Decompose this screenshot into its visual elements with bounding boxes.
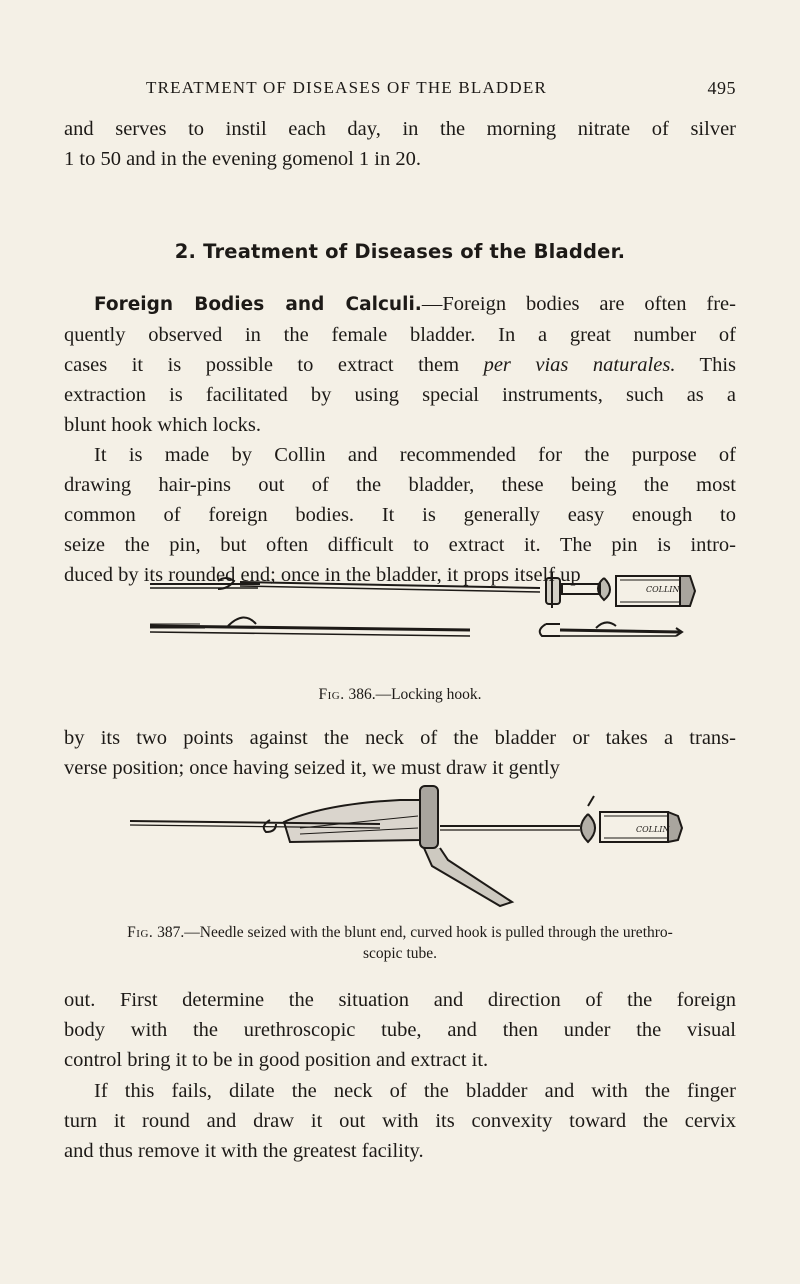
text-line: out. First determine the situation and direction of the foreign [64, 989, 736, 1011]
caption-line: scopic tube. [362, 945, 438, 962]
text-line: turn it round and draw it out with its convexity toward the cervix [64, 1110, 736, 1132]
text-line: body with the urethroscopic tube, and then under the visual [64, 1019, 736, 1041]
text-span: cases it is possible to extract them [64, 354, 484, 376]
paragraph-urethroscopic [64, 985, 736, 1075]
caption-text: 387.—Needle seized with the blunt end, curved hook is pulled through the urethro- [157, 924, 673, 941]
figure-label: Fig. [127, 924, 154, 941]
text-line: blunt hook which locks. [64, 414, 262, 436]
text-line: duced by its rounded end; once in the bladder, it props itself up [64, 564, 581, 586]
text-line: and thus remove it with the greatest facility. [64, 1140, 424, 1162]
text-line: seize the pin, but often difficult to extract it. The pin is intro- [64, 534, 736, 556]
text-line: quently observed in the female bladder. In a great number of [64, 324, 736, 346]
text-line: and serves to instil each day, in the morning nitrate of silver [64, 118, 736, 140]
engraving-maker-label: COLLIN [646, 585, 680, 594]
text-line: drawing hair-pins out of the bladder, these being the most [64, 474, 736, 496]
engraving-maker-label: COLLIN [636, 825, 670, 834]
figure-label: Fig. [318, 686, 345, 703]
paragraph-dilate-neck [64, 1076, 736, 1166]
text-line: extraction is facilitated by using special instruments, such as a [64, 384, 736, 406]
text-span: —Foreign bodies are often fre- [421, 293, 736, 315]
text-span: This [675, 354, 737, 376]
text-line: verse position; once having seized it, we must draw it gently [64, 757, 560, 779]
italic-latin-phrase: per vias naturales. [483, 354, 676, 376]
paragraph-continued [64, 723, 736, 783]
locking-hook-illustration [0, 566, 800, 676]
figure-386 [0, 566, 800, 676]
running-head [64, 72, 736, 102]
text-line [64, 289, 736, 320]
page-number: 495 [707, 78, 736, 98]
paragraph-intro [64, 114, 736, 174]
figure-386-caption [64, 684, 736, 705]
text-line: If this fails, dilate the neck of the bladder and with the finger [94, 1080, 736, 1102]
running-head-title: TREATMENT OF DISEASES OF THE BLADDER [146, 78, 548, 97]
paragraph-foreign-bodies [64, 289, 736, 440]
figure-387 [0, 786, 800, 914]
text-line: by its two points against the neck of the bladder or takes a trans- [64, 727, 736, 749]
figure-387-caption [64, 922, 736, 964]
text-line: It is made by Collin and recommended for the purpose of [94, 444, 736, 466]
text-line [64, 350, 736, 380]
text-line: common of foreign bodies. It is generally easy enough to [64, 504, 736, 526]
section-heading: 2. Treatment of Diseases of the Bladder. [174, 240, 626, 263]
curved-hook-illustration [0, 786, 800, 914]
run-in-heading: Foreign Bodies and Calculi. [94, 294, 422, 315]
text-line: control bring it to be in good position and extract it. [64, 1049, 489, 1071]
caption-text: 386.—Locking hook. [348, 686, 482, 703]
caption-line [64, 922, 736, 943]
text-line: 1 to 50 and in the evening gomenol 1 in 20. [64, 148, 421, 170]
